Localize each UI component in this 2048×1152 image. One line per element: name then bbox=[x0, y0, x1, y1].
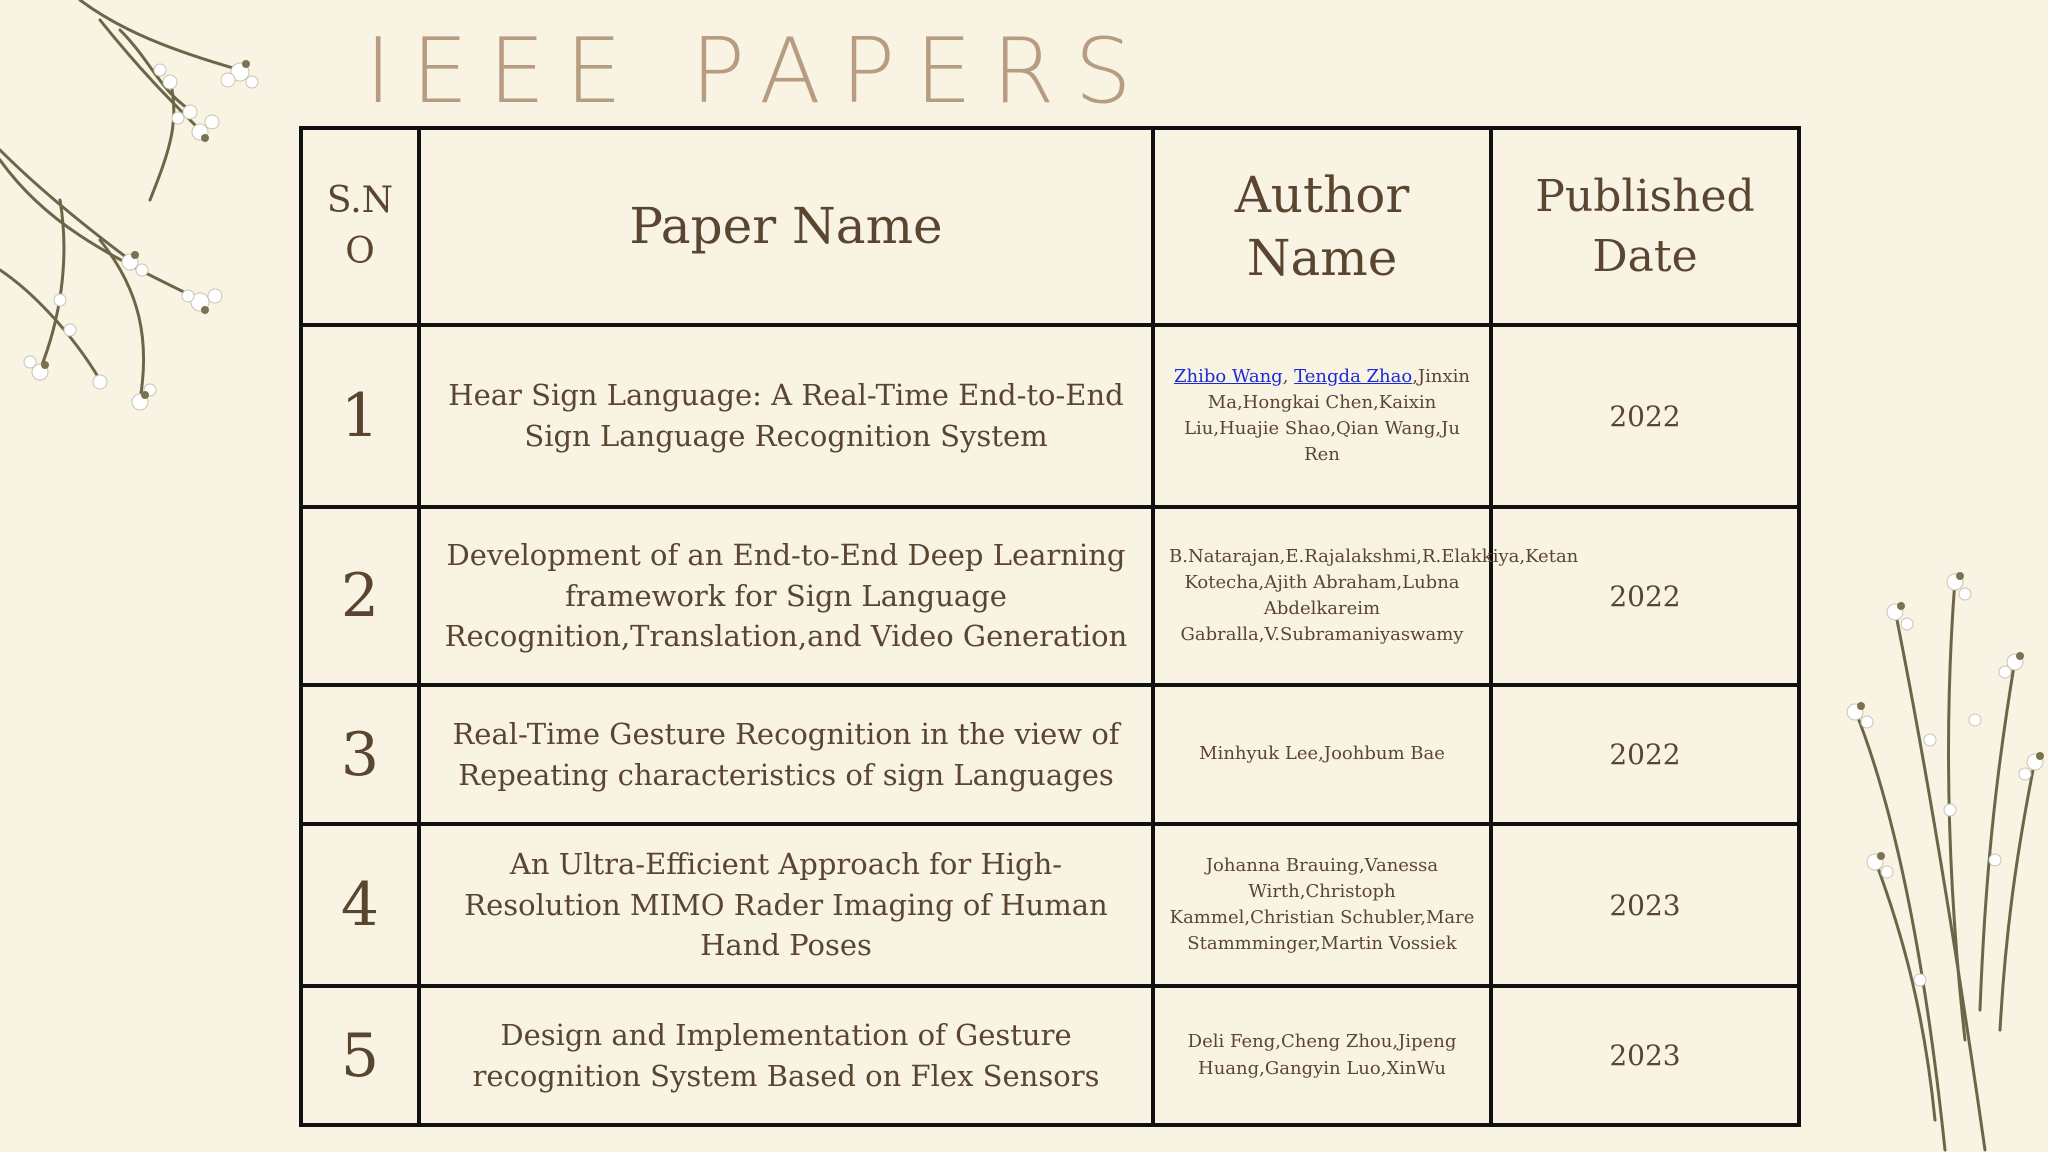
authors-rest: ,Jinxin Ma,Hongkai Chen,Kaixin Liu,Huajie Shao,Qian Wang,Ju Ren bbox=[1184, 365, 1470, 466]
papers-table bbox=[299, 126, 1801, 1127]
row-authors: Minhyuk Lee,Joohbum Bae bbox=[1153, 685, 1491, 824]
author-link[interactable]: Tengda Zhao bbox=[1294, 365, 1413, 387]
header-date-line2: Date bbox=[1592, 230, 1698, 282]
row-authors bbox=[1153, 325, 1491, 507]
table-row bbox=[301, 507, 1799, 685]
header-sno-line1: S.N bbox=[326, 180, 394, 222]
row-date: 2022 bbox=[1491, 685, 1799, 824]
header-sno bbox=[301, 128, 419, 325]
table-row bbox=[301, 986, 1799, 1125]
table-row bbox=[301, 325, 1799, 507]
row-paper-name: An Ultra-Efficient Approach for High-Resolution MIMO Rader Imaging of Human Hand Poses bbox=[419, 824, 1153, 986]
slide-title: IEEE PAPERS bbox=[365, 19, 1152, 124]
row-paper-name: Design and Implementation of Gesture recognition System Based on Flex Sensors bbox=[419, 986, 1153, 1125]
table-row bbox=[301, 685, 1799, 824]
dried-flower-branch-icon bbox=[0, 0, 340, 420]
row-sno: 2 bbox=[301, 507, 419, 685]
header-sno-line2: O bbox=[345, 230, 375, 272]
header-published-date bbox=[1491, 128, 1799, 325]
row-sno: 5 bbox=[301, 986, 419, 1125]
author-separator: , bbox=[1282, 365, 1295, 387]
row-paper-name: Development of an End-to-End Deep Learning framework for Sign Language Recognition,Translation,and Video Generation bbox=[419, 507, 1153, 685]
row-paper-name: Real-Time Gesture Recognition in the view of Repeating characteristics of sign Languages bbox=[419, 685, 1153, 824]
header-author-name: Author Name bbox=[1153, 128, 1491, 325]
row-sno: 3 bbox=[301, 685, 419, 824]
row-authors: Deli Feng,Cheng Zhou,Jipeng Huang,Gangyin Luo,XinWu bbox=[1153, 986, 1491, 1125]
row-sno: 4 bbox=[301, 824, 419, 986]
row-authors: B.Natarajan,E.Rajalakshmi,R.Elakkiya,Ketan Kotecha,Ajith Abraham,Lubna Abdelkareim Gabralla,V.Subramaniyaswamy bbox=[1153, 507, 1491, 685]
dried-flower-branch-icon bbox=[1835, 560, 2048, 1152]
row-date: 2023 bbox=[1491, 824, 1799, 986]
header-paper-name: Paper Name bbox=[419, 128, 1153, 325]
row-date: 2022 bbox=[1491, 325, 1799, 507]
table-row bbox=[301, 824, 1799, 986]
author-link[interactable]: Zhibo Wang bbox=[1173, 365, 1283, 387]
row-authors: Johanna Brauing,Vanessa Wirth,Christoph Kammel,Christian Schubler,Mare Stammminger,Martin Vossiek bbox=[1153, 824, 1491, 986]
row-date: 2022 bbox=[1491, 507, 1799, 685]
header-date-line1: Published bbox=[1535, 171, 1755, 223]
row-sno: 1 bbox=[301, 325, 419, 507]
row-paper-name: Hear Sign Language: A Real-Time End-to-End Sign Language Recognition System bbox=[419, 325, 1153, 507]
row-date: 2023 bbox=[1491, 986, 1799, 1125]
table-header-row bbox=[301, 128, 1799, 325]
